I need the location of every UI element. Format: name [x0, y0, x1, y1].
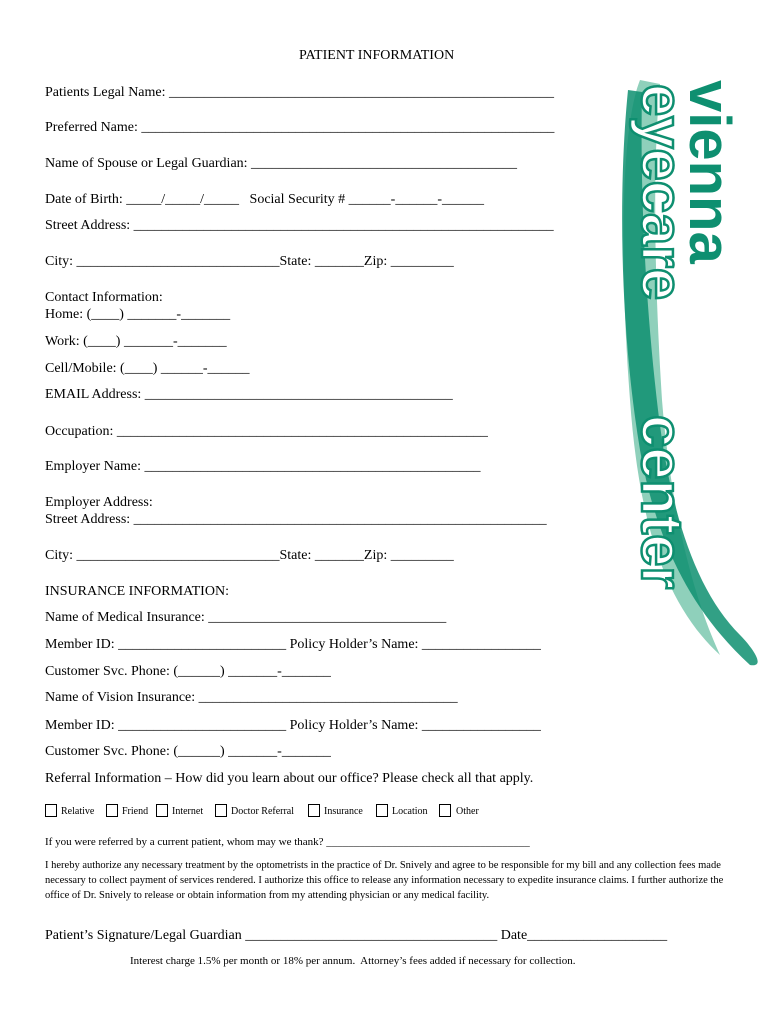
location-checkbox[interactable] [376, 804, 388, 817]
vienna-eyecare-center-logo [600, 70, 770, 680]
interest-note: Interest charge 1.5% per month or 18% per annum. Attorney’s fees added if necessary for collection. [130, 955, 576, 967]
doctor-referral-label: Doctor Referral [231, 806, 295, 817]
home-phone-field[interactable]: Home: (____) _______-_______ [45, 307, 231, 322]
doctor-referral-checkbox[interactable] [215, 804, 227, 817]
employer-city-field[interactable]: City: _____________________________State: _______Zip: _________ [45, 548, 454, 563]
employer-name-field[interactable]: Employer Name: ________________________________________________ [45, 459, 481, 474]
friend-checkbox[interactable] [106, 804, 118, 817]
insurance-label: Insurance [324, 806, 363, 817]
authorization-paragraph: I hereby authorize any necessary treatment by the optometrists in the practice of Dr. Snively and agree to be responsible for my bill and any collection fees made necessary to collect payment of services rendered. I authorize this office to release any information necessary to expedite insurance claims. I further authorize the office of Dr. Snively to release or obtain information from my attending physician or any medical facility. [45, 860, 724, 901]
form-title: PATIENT INFORMATION [299, 48, 455, 63]
referred-patient-field[interactable]: If you were referred by a current patient, whom may we thank? _____________________________________ [45, 836, 530, 848]
other-label: Other [456, 806, 479, 817]
logo-text-eyecare: eyecare [629, 84, 694, 301]
other-checkbox[interactable] [439, 804, 451, 817]
insurance-checkbox[interactable] [308, 804, 320, 817]
relative-checkbox[interactable] [45, 804, 57, 817]
internet-label: Internet [172, 806, 204, 817]
logo-text-center: center [629, 415, 694, 590]
contact-info-heading: Contact Information: [45, 290, 163, 305]
insurance-heading: INSURANCE INFORMATION: [45, 584, 229, 599]
occupation-field[interactable]: Occupation: _____________________________________________________ [45, 424, 488, 439]
cell-phone-field[interactable]: Cell/Mobile: (____) ______-______ [45, 361, 250, 376]
member-id-field-2[interactable]: Member ID: ________________________ Policy Holder’s Name: _________________ [45, 718, 541, 733]
relative-label: Relative [61, 806, 95, 817]
signature-date-field[interactable]: Patient’s Signature/Legal Guardian ____________________________________ Date____________________ [45, 928, 668, 943]
member-id-field-1[interactable]: Member ID: ________________________ Policy Holder’s Name: _________________ [45, 637, 541, 652]
friend-label: Friend [122, 806, 149, 817]
preferred-name-field[interactable]: Preferred Name: ___________________________________________________________ [45, 120, 555, 135]
location-label: Location [392, 806, 428, 817]
medical-insurance-field[interactable]: Name of Medical Insurance: __________________________________ [45, 610, 447, 625]
internet-checkbox[interactable] [156, 804, 168, 817]
employer-street-field[interactable]: Street Address: ___________________________________________________________ [45, 512, 547, 527]
spouse-guardian-field[interactable]: Name of Spouse or Legal Guardian: ______________________________________ [45, 156, 518, 171]
email-field[interactable]: EMAIL Address: ____________________________________________ [45, 387, 453, 402]
street-address-field[interactable]: Street Address: ____________________________________________________________ [45, 218, 554, 233]
work-phone-field[interactable]: Work: (____) _______-_______ [45, 334, 227, 349]
referral-question: Referral Information – How did you learn about our office? Please check all that apply. [45, 771, 534, 786]
employer-address-heading: Employer Address: [45, 495, 153, 510]
logo-text-vienna: vienna [677, 80, 742, 264]
dob-ssn-field[interactable]: Date of Birth: _____/_____/_____ Social Security # ______-______-______ [45, 192, 485, 207]
city-state-zip-field[interactable]: City: _____________________________State: _______Zip: _________ [45, 254, 454, 269]
vision-insurance-field[interactable]: Name of Vision Insurance: _____________________________________ [45, 690, 458, 705]
legal-name-field[interactable]: Patients Legal Name: _______________________________________________________ [45, 85, 555, 100]
svc-phone-field-2[interactable]: Customer Svc. Phone: (______) _______-_______ [45, 744, 331, 759]
svc-phone-field-1[interactable]: Customer Svc. Phone: (______) _______-_______ [45, 664, 331, 679]
